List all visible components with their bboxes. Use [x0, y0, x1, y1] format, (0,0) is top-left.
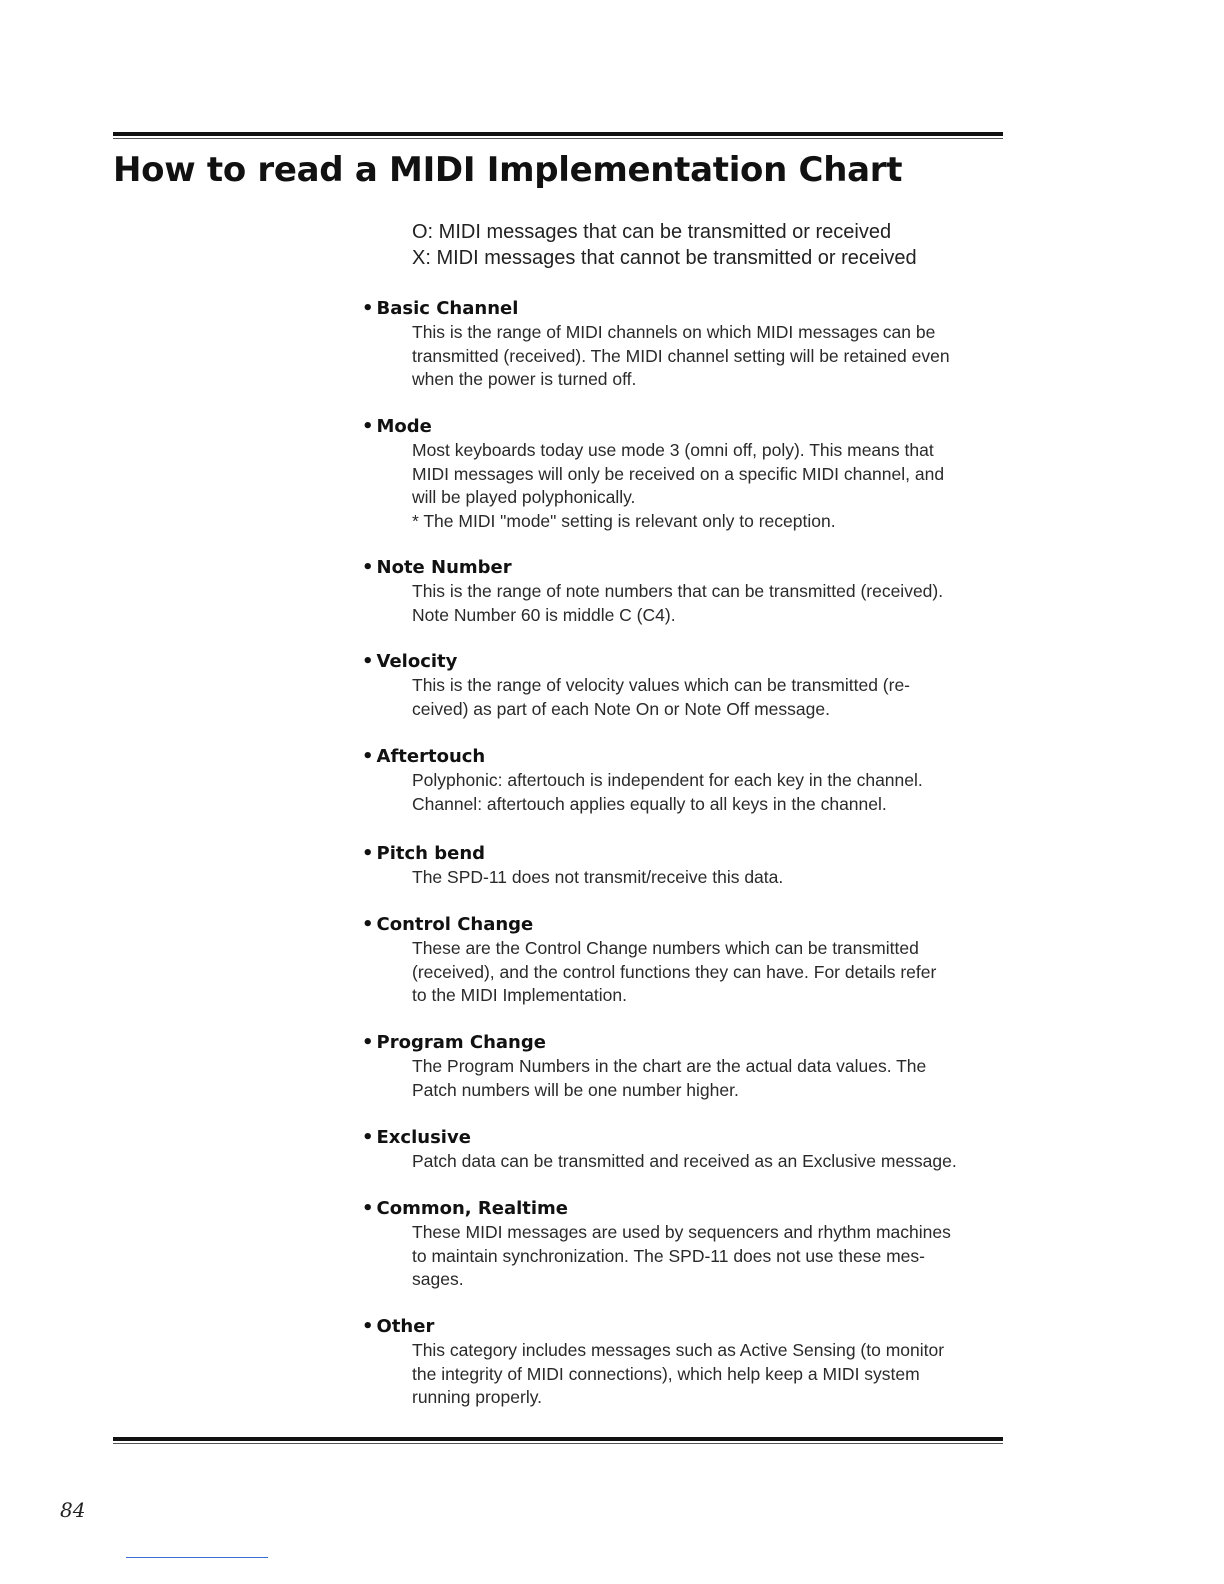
body-line: (received), and the control functions they can have. For details refer — [412, 961, 937, 982]
body-line: sages. — [412, 1269, 464, 1290]
bullet-icon: • — [362, 298, 374, 319]
heading-text: Pitch bend — [376, 843, 486, 864]
section-heading — [362, 1031, 1007, 1055]
section-heading — [362, 1126, 1007, 1150]
section-pitch-bend — [362, 842, 1007, 890]
section-body — [412, 439, 1007, 533]
section-body — [412, 1221, 1007, 1292]
section-body — [412, 1150, 1007, 1174]
section-common-realtime — [362, 1197, 1007, 1292]
section-note-number — [362, 556, 1007, 627]
body-line: Channel: aftertouch applies equally to all keys in the channel. — [412, 793, 887, 814]
body-line: to the MIDI Implementation. — [412, 985, 627, 1006]
body-line: Most keyboards today use mode 3 (omni off, poly). This means that — [412, 440, 934, 460]
section-body — [412, 674, 1007, 721]
heading-text: Other — [376, 1316, 435, 1337]
heading-text: Exclusive — [376, 1127, 471, 1148]
section-aftertouch — [362, 745, 1007, 816]
body-line: This is the range of velocity values which can be transmitted (re- — [412, 675, 910, 695]
body-line: transmitted (received). The MIDI channel setting will be retained even — [412, 345, 950, 366]
body-line: the integrity of MIDI connections), which help keep a MIDI system — [412, 1363, 920, 1384]
section-body — [412, 1055, 1007, 1102]
section-body — [412, 580, 1007, 627]
section-heading — [362, 1315, 1007, 1339]
page-number: 84 — [60, 1498, 86, 1522]
heading-text: Basic Channel — [376, 298, 519, 319]
heading-text: Common, Realtime — [376, 1198, 569, 1219]
section-body — [412, 1339, 1007, 1410]
body-line: This is the range of note numbers that can be transmitted (received). — [412, 581, 944, 601]
body-line: when the power is turned off. — [412, 369, 637, 390]
body-line: * The MIDI "mode" setting is relevant only to reception. — [412, 510, 836, 531]
body-line: MIDI messages will only be received on a specific MIDI channel, and — [412, 463, 945, 484]
section-velocity — [362, 650, 1007, 721]
legend-not-transmit-received: X: MIDI messages that cannot be transmitted or received — [412, 247, 917, 269]
top-rule — [113, 132, 1003, 139]
section-other — [362, 1315, 1007, 1410]
heading-text: Note Number — [376, 557, 512, 578]
page-title: How to read a MIDI Implementation Chart — [113, 150, 903, 190]
body-line: Patch numbers will be one number higher. — [412, 1079, 739, 1100]
body-line: These MIDI messages are used by sequencers and rhythm machines — [412, 1222, 951, 1242]
heading-text: Aftertouch — [376, 746, 486, 767]
body-line: running properly. — [412, 1387, 543, 1408]
body-line: Polyphonic: aftertouch is independent for each key in the channel. — [412, 770, 923, 790]
scan-mark-line — [126, 1557, 268, 1558]
section-exclusive — [362, 1126, 1007, 1174]
bullet-icon: • — [362, 843, 374, 864]
bullet-icon: • — [362, 746, 374, 767]
section-body — [412, 937, 1007, 1008]
section-heading — [362, 297, 1007, 321]
heading-text: Velocity — [376, 651, 458, 672]
bottom-rule — [113, 1437, 1003, 1444]
legend-transmit-received: O: MIDI messages that can be transmitted or received — [412, 221, 892, 243]
bullet-icon: • — [362, 1198, 374, 1219]
section-program-change — [362, 1031, 1007, 1102]
bullet-icon: • — [362, 416, 374, 437]
section-control-change — [362, 913, 1007, 1008]
heading-text: Control Change — [376, 914, 534, 935]
section-body — [412, 866, 1007, 890]
section-body — [412, 769, 1007, 816]
body-line: The SPD-11 does not transmit/receive this data. — [412, 867, 784, 887]
bullet-icon: • — [362, 1316, 374, 1337]
body-line: will be played polyphonically. — [412, 487, 636, 508]
body-line: Note Number 60 is middle C (C4). — [412, 604, 676, 625]
section-heading — [362, 1197, 1007, 1221]
body-line: This is the range of MIDI channels on which MIDI messages can be — [412, 322, 936, 342]
heading-text: Mode — [376, 416, 432, 437]
section-heading — [362, 415, 1007, 439]
heading-text: Program Change — [376, 1032, 546, 1053]
section-heading — [362, 842, 1007, 866]
bullet-icon: • — [362, 1127, 374, 1148]
section-body — [412, 321, 1007, 392]
bullet-icon: • — [362, 1032, 374, 1053]
body-line: These are the Control Change numbers which can be transmitted — [412, 938, 919, 958]
body-line: to maintain synchronization. The SPD-11 does not use these mes- — [412, 1245, 925, 1266]
legend — [412, 219, 917, 271]
body-line: The Program Numbers in the chart are the actual data values. The — [412, 1056, 927, 1076]
bullet-icon: • — [362, 651, 374, 672]
section-heading — [362, 745, 1007, 769]
bullet-icon: • — [362, 557, 374, 578]
section-basic-channel — [362, 297, 1007, 392]
section-heading — [362, 556, 1007, 580]
section-heading — [362, 650, 1007, 674]
body-line: This category includes messages such as Active Sensing (to monitor — [412, 1340, 945, 1360]
section-mode — [362, 415, 1007, 533]
body-line: ceived) as part of each Note On or Note Off message. — [412, 698, 830, 719]
section-heading — [362, 913, 1007, 937]
bullet-icon: • — [362, 914, 374, 935]
body-line: Patch data can be transmitted and received as an Exclusive message. — [412, 1151, 957, 1171]
